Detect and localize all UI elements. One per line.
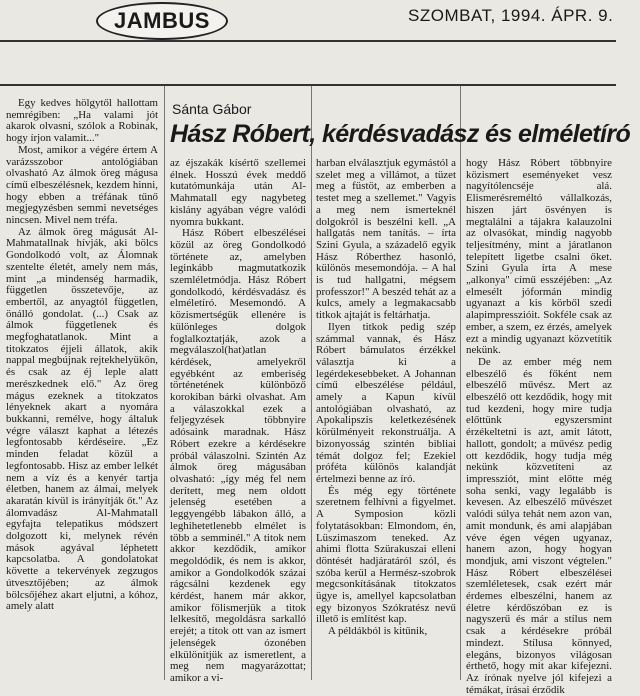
paragraph: Az álmok öreg mágusát Al-Mahmatallnak hívják, aki bölcs Gondolkodó volt, az Álomnak szentelte életét, amely nem más, mint „a mindenség harmadik, független összetevője, az embertől, az anyagtól független, önálló gondolat. (...) Csak az álmok függetlenek és megfoghatatlanok. Mint a titokzatos éjjeli állatok, akik nappal megbújnak rejtekhelyükön, és csak az éj leple alatt merészkednek elő." Az öreg mágus ezeknek a titokzatos lényeknek akart a nyomára bukkanni, remélve, hogy általuk végre választ kaphat a létezés legfontosabb kérdéseire. „Ez minden feladat közül a legfontosabb. Hisz az ember lelkét nem a víz és a kenyér tartja életben, hanem az álmai, melyek akaratán kívül is irányítják őt." Az álomvadász Al-Mahmatall egyfajta telepatikus módszert dolgozott ki, melynek révén mások agyával léphetett kapcsolatba. A gondolatokat követte a tekervények zegzugos útvesztőjében; az álmok bölcsőjéhez akart eljutni, a kóhoz, amely alatt (6, 225, 158, 613)
header-rule-bottom (0, 84, 616, 86)
paragraph: És még egy története szeretnem felhívni a figyelmet. A Symposion közli folytatásokban: Elmondom, én, Lüszimaszom teneked. Az ahimi flotta Szürakuszai elleni döntését hadjáratáról szól, és szóba kerül a Hermész-szobrok megcsonkításának titokzatos ügye is, amellyel kapcsolatban egy bizonyos Szókratész nevű illető is említést kap. (316, 484, 456, 626)
paragraph: De az ember még nem elbeszélő és főként nem elbeszélő művész. Mert az elbeszélő ott kezdődik, hogy mit tud kezdeni, hogy mire tudja előttünk egyszersmint érzékeltetni is azt, amit látott, hallott, gondolt; a művész pedig ott kezdődik, hogy tudja még nekünk közvetíteni az impressziót, mint előtte még soha senki, vagy legalább is kevesen. Az elbeszélő művészet valódi súlya tehát nem azon van, amit mondunk, és ami alapjában véve égen végen ugyanaz, hanem azon, hogy hogyan mondjuk, ami viszont végtelen." Hász Róbert elbeszélései szemléletesek, csak ezért már érdemes elbeszélni, hanem az életre kérdőszóban ez is nagyszerű és már a stílus nem csak a kérdésekre próbál mindezt. Stílusa könnyed, elegáns, bizonyos világosan érthető, hogy mit akar kifejezni. Az írónak nyelve jól kifejezi a témákat, írásai érződik (466, 355, 612, 696)
article-column-2 (170, 157, 306, 684)
section-title: JAMBUS (114, 8, 210, 33)
article-author: Sánta Gábor (172, 101, 252, 117)
column-divider-2 (311, 86, 312, 680)
article-column-3 (316, 158, 456, 678)
paragraph: Most, amikor a végére értem A varázsszobor antológiában olvasható Az álmok öreg mágusa című elbeszélésnek, kezdem hinni, hogy ebben a tréfának tűnő megjegyzésben semmi nevetséges nincsen. Mivel nem tréfa. (6, 143, 158, 227)
article-column-1 (6, 98, 158, 678)
paragraph: Ilyen titkok pedig szép számmal vannak, és Hász Róbert bámulatos érzékkel választja ki a legérdekesebbeket. A Johannan című elbeszélése például, amely a Kapun kívül antológiában olvasható, az Apokalipszis keletkezésének körülményeit rekonstruálja. A bizonyosság szintén bibliai témát dolgoz fel; Ezekiel próféta különös kalandját értelmezi benne az író. (316, 320, 456, 485)
paragraph: az éjszakák kísértő szellemei élnek. Hosszú évek meddő kutatómunkája után Al-Mahmatall egy nagybeteg kislány agyában végre valódi nyomra bukkant. (170, 157, 306, 228)
column-divider-1 (164, 86, 165, 680)
section-logo-oval (96, 2, 228, 40)
paragraph: Hász Róbert elbeszélései közül az öreg Gondolkodó története az, amelyben leginkább magmutatkozik szemléletmódja. Hász Róbert gondolkodó, kérdésvadász és elméletíró. Mesemondó. A közismertségük ellenére is különleges dolgok foglalkoztatják, azok a megválaszol(hat)atlan kérdések, amelyekről egyébként az emberiség történetének különböző korokiban bárki olvashat. Am a válaszokkal ezek a feljegyzések többnyire adósaink maradnak. Hász Róbert ezekre a kérdésekre próbál válaszolni. Szintén Az álmok öreg mágusában olvasható: „így még fel nem derített, meg nem oldott jelenség esetében a leggyengébb lábakon álló, a leghihetetlenebb elmélet is több a semminél." A titok nem akkor kezdődik, amikor megoldódik, és nem is akkor, amikor a Gondolkodók százai rágcsálni kezdenek egy kérdést, hanem már akkor, amikor fölismerjük a titok lelkesítő, megoldásra sarkalló erejét; a titok ott van az ismert jelenségek ózonében elkülönítjük az ismeretlent, a meg nem magyarázottat; amikor a vi- (170, 227, 306, 684)
paragraph: A példákból is kitűnik, (328, 625, 428, 638)
header-rule-top (0, 40, 616, 42)
column-divider-3 (460, 86, 461, 680)
issue-date: SZOMBAT, 1994. ÁPR. 9. (408, 6, 614, 25)
article-headline: Hász Róbert, kérdésvadász és elméletíró (170, 120, 631, 148)
paragraph: harban elválasztjuk egymástól a szelet meg a villámot, a tüzet meg a füstöt, az emberben a testet meg a szellemet." Vagyis a meg nem ismerteknél dolgokról is beszélni kell. „A hallgatás nem tanítás. – írta Szini Gyula, a századelő egyik Hász Róberthez hasonló, különös mesemondója. – A hal is tud hallgatni, mégsem professzor!" A beszéd tehát az a kulcs, amely a legmakacsabb titkok ajtaját is feltárhatja. (316, 157, 456, 322)
paragraph: Egy kedves hölgytől hallottam nemrégiben: „Ha valami jót akarok olvasni, szólok a Robinak, hogy írjon valamit..." (6, 97, 158, 145)
article-column-4 (466, 157, 612, 696)
paragraph: hogy Hász Róbert többnyire közismert eseményeket vesz nagyítólencséje alá. Elismerésreméltó vállalkozás, hiszen járt ösvényen is megtalálni a tájakra kalauzolni az olvasókat, mindig nagyobb teljesítmény, mint a járatlanon telepített ligetbe csalni őket. Szini Gyula írta A mese „alkonya" című esszéjében: „Az elmesélt jóformán mindig ugyanazt a kis körből szedi alapimpresszióit. Sokféle csak az ember, a szem, ez érzés, amelyek ezt a mindig ugyanazt közvetítik nekünk. (466, 157, 612, 357)
